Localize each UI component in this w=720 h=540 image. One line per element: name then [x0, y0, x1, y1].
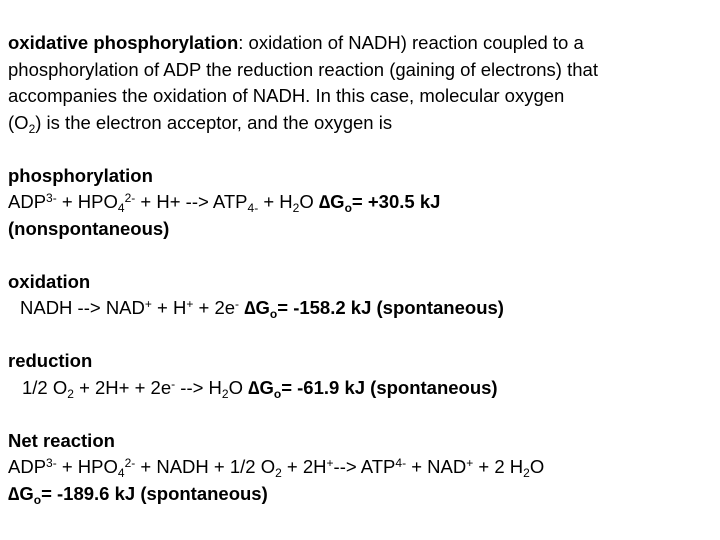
intro-line-1	[8, 30, 714, 57]
spacer	[8, 242, 714, 269]
eq-term: + 2H	[281, 456, 327, 477]
eq-sub: 2	[67, 386, 74, 401]
intro-line-3: accompanies the oxidation of NADH. In this case, molecular oxygen	[8, 85, 565, 106]
delta-g-sub: o	[344, 201, 352, 215]
eq-sup: 4-	[395, 456, 407, 470]
intro-line-4-sub: 2	[28, 121, 36, 136]
eq-sup: 2-	[124, 191, 136, 205]
spacer	[8, 136, 714, 163]
delta-g-symbol: ∆G	[8, 482, 34, 504]
eq-term: + HPO	[56, 456, 118, 477]
delta-g-sub: o	[33, 492, 42, 507]
eq-sup: +	[186, 297, 194, 311]
eq-term: + 2H+ + 2e	[73, 376, 172, 398]
phosphorylation-heading: phosphorylation	[8, 164, 153, 186]
document-body	[8, 30, 714, 507]
oxidation-equation	[8, 295, 714, 322]
net-reaction-heading: Net reaction	[8, 429, 115, 451]
eq-term: --> H	[175, 376, 222, 398]
energy-value: = -61.9 kJ (spontaneous)	[281, 376, 498, 398]
eq-term: NADH --> NAD	[20, 297, 145, 318]
phosphorylation-equation	[8, 189, 714, 216]
phosphorylation-note: (nonspontaneous)	[8, 217, 170, 239]
intro-line-4	[8, 110, 714, 137]
eq-term: --> ATP	[333, 456, 396, 477]
eq-term: + H+ --> ATP	[135, 191, 248, 212]
eq-sup: +	[326, 456, 334, 470]
delta-g-sub: o	[269, 307, 278, 321]
eq-term: 1/2 O	[22, 376, 68, 398]
energy-value: = +30.5 kJ	[351, 191, 441, 212]
spacer	[8, 322, 714, 349]
eq-sup: -	[171, 376, 176, 391]
net-reaction-energy	[8, 481, 714, 508]
eq-term: O	[529, 456, 545, 477]
spacer	[8, 401, 714, 428]
eq-sup: 2-	[124, 456, 136, 470]
eq-sub: 2	[275, 466, 282, 480]
intro-line-2: phosphorylation of ADP the reduction reaction (gaining of electrons) that	[8, 58, 598, 80]
delta-g-symbol: ∆G	[318, 191, 345, 212]
delta-g	[318, 191, 441, 215]
delta-g	[248, 376, 498, 401]
intro-line-1-text: : oxidation of NADH) reaction coupled to a	[238, 32, 584, 53]
eq-term: + HPO	[56, 191, 118, 212]
eq-term: + 2 H	[473, 456, 524, 477]
eq-term: + H	[258, 191, 293, 212]
eq-sup: 3-	[46, 456, 57, 470]
eq-sup: +	[466, 456, 474, 470]
energy-value: = -158.2 kJ (spontaneous)	[277, 297, 504, 318]
eq-sub: 4	[117, 201, 125, 215]
eq-sub: 2	[221, 386, 229, 401]
eq-term: + H	[151, 297, 187, 318]
energy-value: = -189.6 kJ (spontaneous)	[41, 482, 268, 504]
eq-sub: 4	[117, 466, 125, 480]
eq-sub: 4-	[247, 201, 259, 215]
eq-term: O	[228, 376, 249, 398]
eq-term: + NAD	[406, 456, 467, 477]
eq-term: O	[299, 191, 319, 212]
term-oxidative-phosphorylation: oxidative phosphorylation	[8, 32, 239, 53]
delta-g	[244, 297, 504, 321]
eq-sup: +	[144, 297, 152, 311]
eq-sub: 2	[292, 201, 300, 215]
delta-g-sub: o	[273, 386, 282, 401]
intro-line-4-post: ) is the electron acceptor, and the oxygen is	[35, 111, 393, 133]
eq-sub: 2	[523, 466, 530, 480]
reduction-equation	[8, 375, 714, 402]
delta-g-symbol: ∆G	[248, 376, 274, 398]
eq-term: + NADH + 1/2 O	[135, 456, 276, 477]
eq-term: ADP	[8, 456, 47, 477]
reduction-heading: reduction	[8, 350, 93, 371]
oxidation-heading: oxidation	[8, 270, 91, 292]
eq-term: ADP	[8, 191, 47, 212]
net-reaction-equation	[8, 454, 714, 481]
eq-sup: 3-	[46, 191, 57, 205]
delta-g-symbol: ∆G	[244, 297, 270, 318]
eq-term: + 2e	[193, 297, 236, 318]
intro-line-4-pre: (O	[8, 111, 29, 133]
eq-sup: -	[235, 297, 240, 311]
